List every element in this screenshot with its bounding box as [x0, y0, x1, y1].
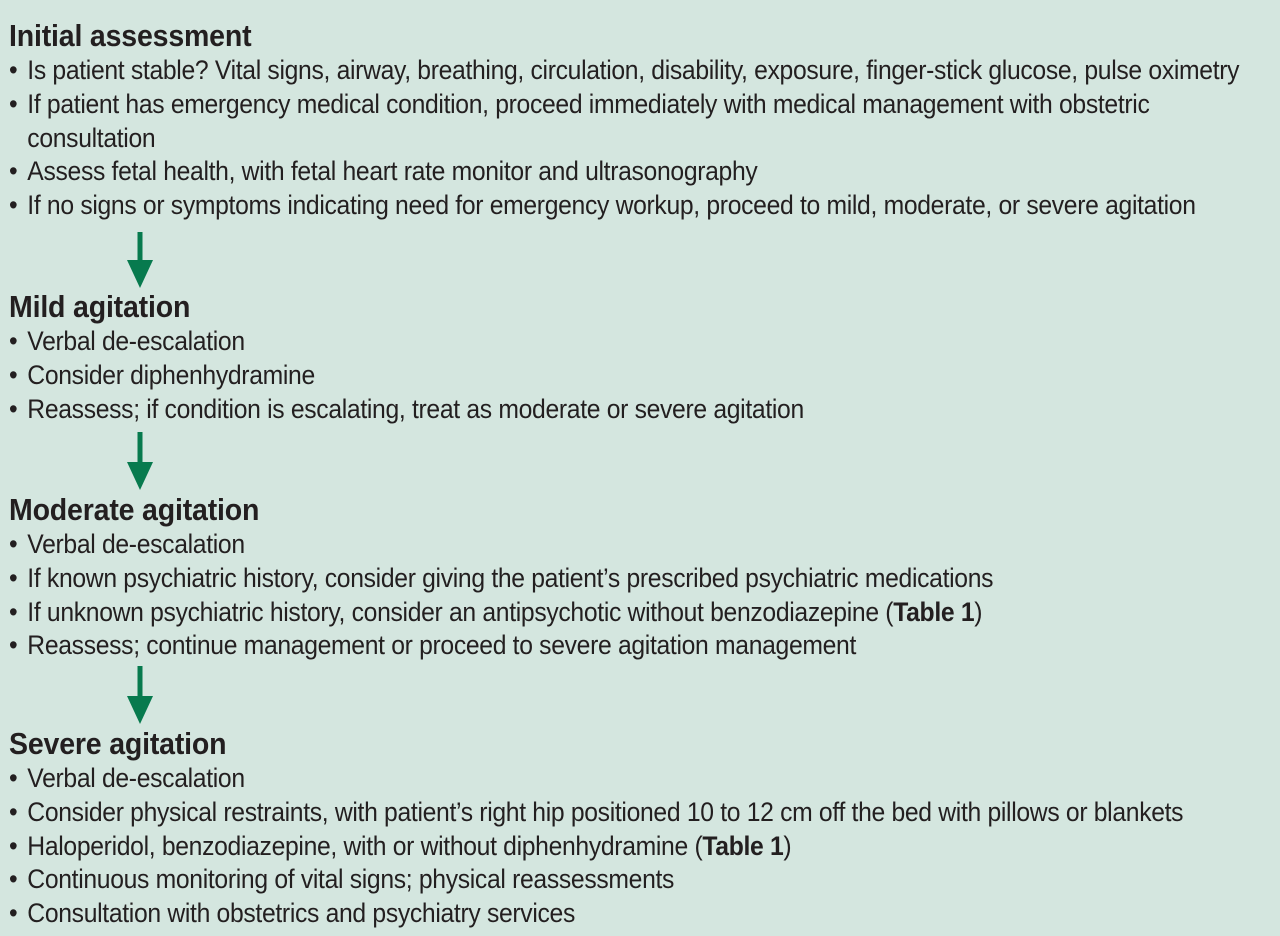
list-item: • If unknown psychiatric history, consider an antipsychotic without benzodiazepine (Table 1) [9, 596, 1168, 630]
list-item: • Reassess; if condition is escalating, treat as moderate or severe agitation [9, 393, 1168, 427]
down-arrow-icon [127, 432, 153, 490]
list-item: • Is patient stable? Vital signs, airway, breathing, circulation, disability, exposure, finger-stick glucose, pulse oximetry [9, 54, 1168, 88]
section-title: Severe agitation [9, 726, 227, 761]
down-arrow-icon [127, 232, 153, 288]
moderate-agitation-section [9, 492, 1276, 663]
list-item: • Consultation with obstetrics and psychiatry services [9, 897, 1168, 931]
list-item: • Haloperidol, benzodiazepine, with or without diphenhydramine (Table 1) [9, 830, 1168, 864]
item-list [9, 54, 1276, 223]
down-arrow-icon [127, 666, 153, 724]
list-item: • Verbal de-escalation [9, 762, 1168, 796]
table-reference: Table 1 [702, 830, 784, 861]
section-title: Initial assessment [9, 18, 252, 53]
list-item: • Consider physical restraints, with patient’s right hip positioned 10 to 12 cm off the bed with pillows or blankets [9, 796, 1168, 830]
list-item: • If no signs or symptoms indicating need for emergency workup, proceed to mild, moderate, or severe agitation [9, 189, 1168, 223]
section-title: Moderate agitation [9, 492, 260, 527]
list-item: • Continuous monitoring of vital signs; physical reassessments [9, 863, 1168, 897]
section-title: Mild agitation [9, 289, 191, 324]
list-item: • Consider diphenhydramine [9, 359, 1168, 393]
severe-agitation-section [9, 726, 1276, 931]
list-item: • Verbal de-escalation [9, 528, 1168, 562]
initial-assessment-section [9, 18, 1276, 223]
item-list [9, 762, 1276, 931]
item-list [9, 325, 1276, 426]
list-item: • If known psychiatric history, consider giving the patient’s prescribed psychiatric medications [9, 562, 1168, 596]
list-item-continuation: consultation [27, 122, 156, 153]
list-item: • If patient has emergency medical condition, proceed immediately with medical management with obstetric consultation [9, 88, 1168, 156]
item-list [9, 528, 1276, 663]
list-item: • Assess fetal health, with fetal heart rate monitor and ultrasonography [9, 155, 1168, 189]
list-item: • Reassess; continue management or proceed to severe agitation management [9, 629, 1168, 663]
table-reference: Table 1 [893, 596, 975, 627]
list-item: • Verbal de-escalation [9, 325, 1168, 359]
mild-agitation-section [9, 289, 1276, 426]
